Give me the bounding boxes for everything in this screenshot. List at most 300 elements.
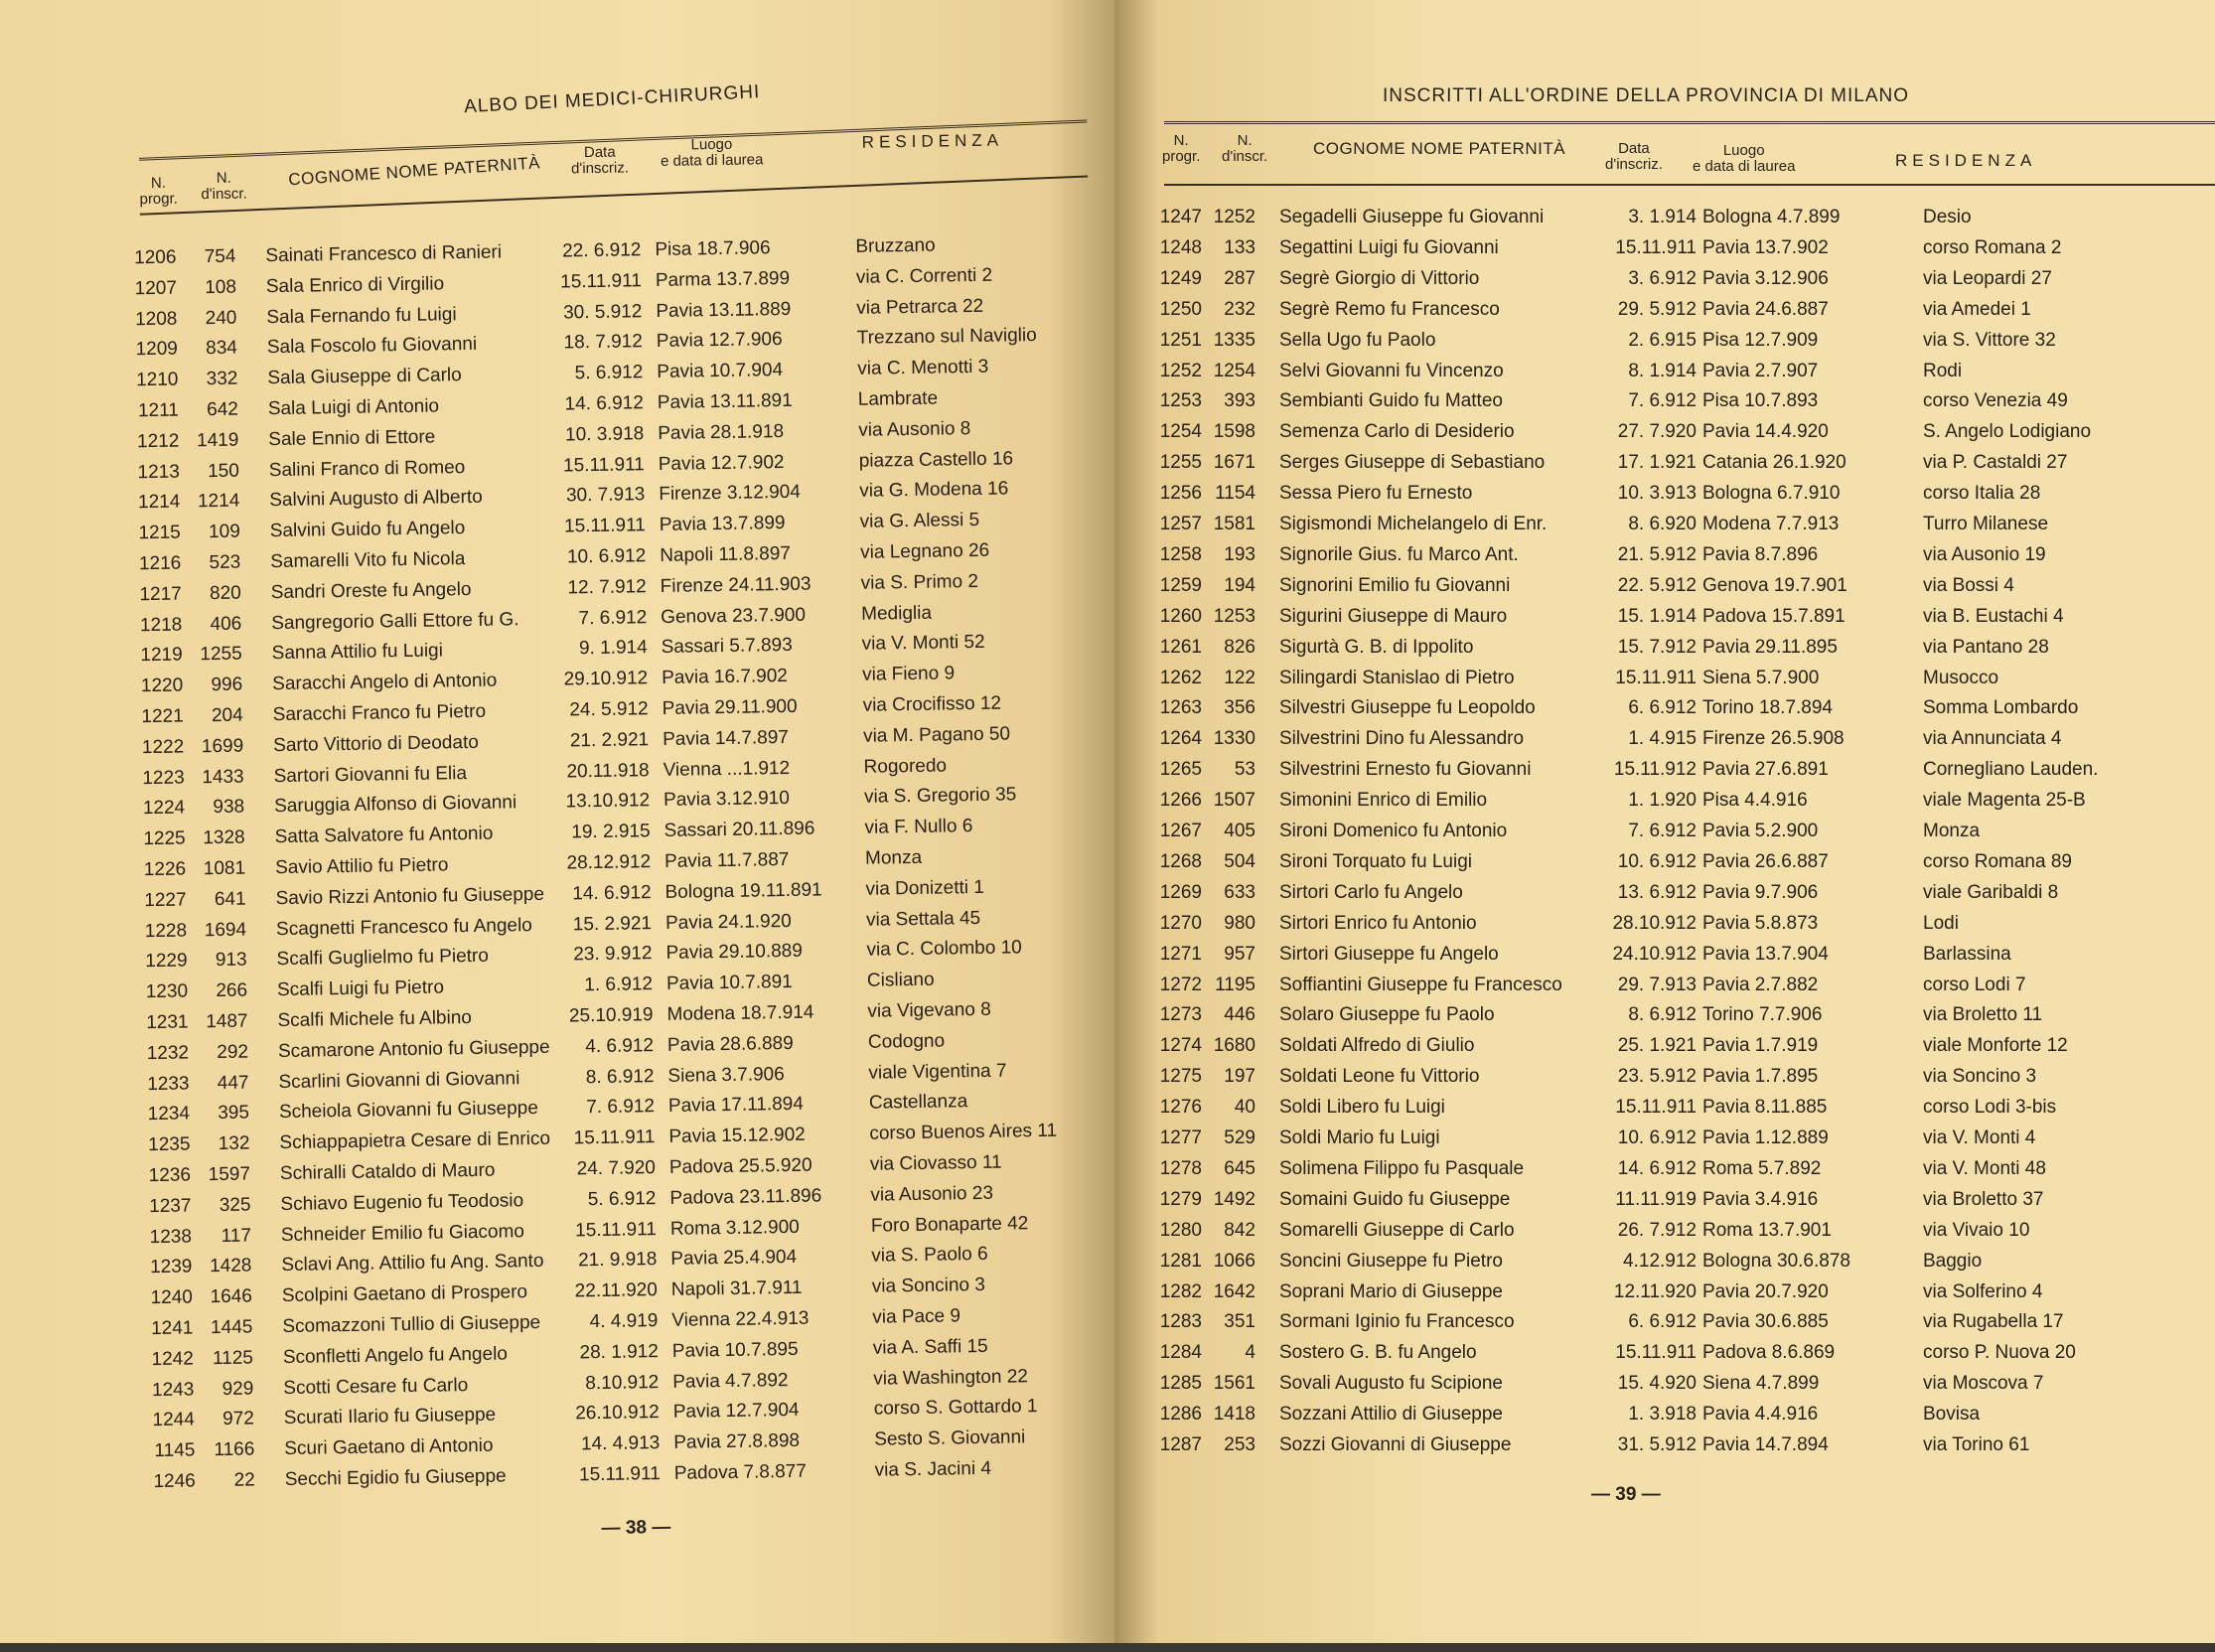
degree-place-date: Pavia 5.8.873 (1702, 909, 1818, 939)
inscr-number: 523 (187, 548, 240, 579)
residence: via Donizetti 1 (865, 873, 984, 905)
inscr-date: 7. 6.912 (547, 603, 647, 635)
inscr-date: 14. 6.912 (1597, 1154, 1697, 1184)
inscr-number: 108 (183, 272, 236, 303)
degree-place-date: Pisa 4.4.916 (1702, 786, 1808, 816)
progr-number: 1241 (137, 1313, 193, 1344)
inscr-date: 15. 2.921 (552, 909, 652, 941)
progr-number: 1246 (140, 1466, 196, 1497)
degree-place-date: Firenze 24.11.903 (660, 569, 811, 601)
header-progr: N. progr. (139, 176, 178, 209)
degree-place-date: Pavia 15.12.902 (668, 1121, 806, 1152)
name: Segrè Remo fu Francesco (1279, 295, 1500, 325)
progr-number: 1215 (125, 519, 181, 549)
progr-number: 1226 (130, 854, 186, 885)
inscr-number: 194 (1202, 571, 1255, 601)
inscr-number: 1487 (194, 1007, 247, 1038)
name: Sembianti Guido fu Matteo (1279, 386, 1503, 416)
progr-number: 1145 (139, 1436, 195, 1467)
residence: Lodi (1923, 909, 1959, 939)
name: Solimena Filippo fu Pasquale (1279, 1154, 1524, 1184)
name: Scotti Cesare fu Carlo (283, 1371, 468, 1404)
name: Segattini Luigi fu Giovanni (1279, 233, 1499, 263)
header-data: Data d'inscriz. (571, 144, 629, 177)
inscr-number: 929 (200, 1374, 253, 1405)
degree-place-date: Pavia 29.11.900 (662, 692, 797, 724)
inscr-number: 957 (1202, 940, 1255, 970)
name: Segrè Giorgio di Vittorio (1279, 264, 1479, 294)
progr-number: 1225 (129, 825, 185, 855)
name: Soldi Mario fu Luigi (1279, 1124, 1440, 1153)
progr-number: 1269 (1146, 878, 1202, 908)
inscr-date: 17. 1.921 (1597, 448, 1697, 478)
name: Solaro Giuseppe fu Paolo (1279, 1000, 1495, 1030)
residence: via V. Monti 52 (861, 628, 984, 660)
degree-place-date: Pavia 10.7.891 (666, 968, 793, 999)
progr-number: 1214 (124, 488, 180, 519)
name: Sainati Francesco di Ranieri (265, 237, 502, 271)
name: Samarelli Vito fu Nicola (270, 544, 466, 577)
inscr-date: 24.10.912 (1597, 940, 1697, 970)
degree-place-date: Pavia 10.7.895 (672, 1335, 799, 1367)
inscr-number: 405 (1202, 817, 1255, 846)
progr-number: 1283 (1146, 1307, 1202, 1337)
residence: via Rugabella 17 (1923, 1307, 2064, 1337)
progr-number: 1267 (1146, 817, 1202, 846)
inscr-date: 10. 6.912 (1597, 847, 1697, 877)
inscr-date: 15.11.911 (557, 1215, 657, 1247)
degree-place-date: Pavia 29.10.889 (665, 937, 803, 969)
degree-place-date: Pavia 10.7.904 (657, 356, 783, 387)
progr-number: 1252 (1146, 357, 1202, 386)
residence: corso Romana 2 (1923, 233, 2061, 263)
name: Sandri Oreste fu Angelo (271, 575, 472, 608)
progr-number: 1227 (130, 885, 186, 916)
residence: via Bossi 4 (1923, 571, 2014, 601)
degree-place-date: Pavia 3.12.906 (1702, 264, 1829, 294)
inscr-date: 8. 6.912 (554, 1062, 654, 1094)
name: Segadelli Giuseppe fu Giovanni (1279, 203, 1544, 232)
name: Sostero G. B. fu Angelo (1279, 1338, 1477, 1368)
name: Soncini Giuseppe fu Pietro (1279, 1247, 1503, 1277)
degree-place-date: Sassari 20.11.896 (664, 815, 814, 846)
residence: via Amedei 1 (1923, 295, 2031, 325)
inscr-date: 30. 7.913 (545, 481, 645, 513)
degree-place-date: Pavia 12.7.902 (659, 448, 785, 480)
progr-number: 1236 (135, 1160, 191, 1191)
progr-number: 1273 (1146, 1000, 1202, 1030)
residence: via S. Vittore 32 (1923, 326, 2056, 356)
inscr-number: 117 (198, 1221, 251, 1252)
name: Somarelli Giuseppe di Carlo (1279, 1216, 1515, 1246)
inscr-date: 31. 5.912 (1597, 1430, 1697, 1460)
inscr-number: 325 (197, 1190, 250, 1221)
residence: via Petrarca 22 (856, 291, 983, 323)
name: Schiralli Cataldo di Mauro (280, 1156, 496, 1189)
name: Silvestrini Dino fu Alessandro (1279, 724, 1524, 754)
progr-number: 1239 (136, 1253, 192, 1283)
progr-number: 1280 (1146, 1216, 1202, 1246)
inscr-number: 842 (1202, 1216, 1255, 1246)
inscr-date: 28.12.912 (551, 847, 651, 879)
name: Sozzi Giovanni di Giuseppe (1279, 1430, 1511, 1460)
inscr-number: 204 (189, 701, 242, 732)
inscr-number: 938 (191, 793, 244, 824)
name: Salini Franco di Romeo (269, 453, 466, 486)
header-inscr: N. d'inscr. (201, 170, 247, 203)
inscr-date: 15.11.911 (545, 450, 645, 482)
name: Savio Attilio fu Pietro (275, 850, 449, 883)
degree-place-date: Pavia 30.6.885 (1702, 1307, 1829, 1337)
residence: S. Angelo Lodigiano (1923, 417, 2091, 447)
degree-place-date: Pavia 1.7.919 (1702, 1031, 1818, 1061)
inscr-number: 393 (1202, 386, 1255, 416)
inscr-date: 24. 7.920 (556, 1153, 656, 1185)
residence: Musocco (1923, 664, 1998, 693)
name: Sclavi Ang. Attilio fu Ang. Santo (281, 1247, 544, 1280)
residence: via V. Monti 4 (1923, 1124, 2035, 1153)
degree-place-date: Siena 4.7.899 (1702, 1369, 1819, 1399)
degree-place-date: Modena 18.7.914 (666, 998, 813, 1030)
progr-number: 1242 (138, 1344, 194, 1375)
inscr-date: 29. 7.913 (1597, 971, 1697, 1000)
progr-number: 1224 (129, 794, 185, 825)
degree-place-date: Pavia 13.11.891 (658, 386, 793, 418)
inscr-number: 1561 (1202, 1369, 1255, 1399)
name: Soffiantini Giuseppe fu Francesco (1279, 971, 1562, 1000)
name: Somaini Guido fu Giuseppe (1279, 1185, 1510, 1215)
inscr-date: 29. 5.912 (1597, 295, 1697, 325)
degree-place-date: Pavia 9.7.906 (1702, 878, 1818, 908)
inscr-number: 633 (1202, 878, 1255, 908)
residence: via Soncino 3 (1923, 1062, 2036, 1092)
progr-number: 1264 (1146, 724, 1202, 754)
inscr-number: 53 (1202, 755, 1255, 785)
inscr-date: 9. 1.914 (547, 634, 647, 666)
residence: via Pantano 28 (1923, 633, 2049, 663)
residence: corso Venezia 49 (1923, 386, 2068, 416)
inscr-number: 1433 (190, 762, 243, 793)
inscr-date: 1. 1.920 (1597, 786, 1697, 816)
degree-place-date: Pavia 14.7.897 (663, 723, 789, 755)
progr-number: 1233 (133, 1069, 189, 1100)
degree-place-date: Padova 8.6.869 (1702, 1338, 1835, 1368)
inscr-number: 996 (189, 671, 242, 701)
progr-number: 1221 (127, 702, 183, 733)
inscr-number: 253 (1202, 1430, 1255, 1460)
inscr-date: 15. 7.912 (1597, 633, 1697, 663)
progr-number: 1208 (121, 304, 177, 335)
inscr-date: 7. 6.912 (555, 1093, 655, 1125)
degree-place-date: Pavia 28.1.918 (658, 417, 784, 449)
name: Signorini Emilio fu Giovanni (1279, 571, 1510, 601)
inscr-number: 529 (1202, 1124, 1255, 1153)
inscr-number: 1081 (192, 854, 245, 885)
inscr-date: 12. 7.912 (546, 572, 646, 604)
progr-number: 1229 (131, 947, 187, 977)
name: Sironi Torquato fu Luigi (1279, 847, 1472, 877)
name: Scurati Ilario fu Giuseppe (284, 1401, 497, 1433)
inscr-date: 15.11.911 (542, 266, 642, 298)
inscr-date: 15.11.911 (1597, 664, 1697, 693)
inscr-number: 1254 (1202, 357, 1255, 386)
name: Sala Luigi di Antonio (268, 391, 440, 424)
progr-number: 1254 (1146, 417, 1202, 447)
inscr-number: 240 (183, 303, 236, 334)
degree-place-date: Torino 7.7.906 (1702, 1000, 1822, 1030)
progr-number: 1277 (1146, 1124, 1202, 1153)
residence: corso P. Nuova 20 (1923, 1338, 2076, 1368)
degree-place-date: Bologna 4.7.899 (1702, 203, 1840, 232)
progr-number: 1209 (122, 335, 178, 366)
degree-place-date: Bologna 6.7.910 (1702, 479, 1840, 509)
inscr-date: 4. 6.912 (554, 1031, 654, 1063)
residence: via Pace 9 (872, 1301, 960, 1332)
degree-place-date: Firenze 3.12.904 (659, 478, 801, 510)
progr-number: 1258 (1146, 540, 1202, 570)
residence: Rogoredo (863, 751, 947, 782)
inscr-number: 1646 (199, 1282, 252, 1313)
page-number: — 38 — (601, 1517, 670, 1540)
degree-place-date: Firenze 26.5.908 (1702, 724, 1845, 754)
inscr-date: 22. 5.912 (1597, 571, 1697, 601)
inscr-number: 980 (1202, 909, 1255, 939)
inscr-date: 14. 6.912 (551, 878, 651, 910)
inscr-date: 14. 4.913 (560, 1428, 660, 1460)
residence: via S. Gregorio 35 (864, 781, 1017, 813)
name: Silvestrini Ernesto fu Giovanni (1279, 755, 1531, 785)
progr-number: 1231 (132, 1007, 188, 1038)
progr-number: 1206 (120, 243, 176, 274)
inscr-date: 22.11.920 (558, 1276, 658, 1307)
inscr-date: 11.11.919 (1597, 1185, 1697, 1215)
inscr-date: 2. 6.915 (1597, 326, 1697, 356)
residence: via Settala 45 (866, 904, 981, 936)
inscr-number: 4 (1202, 1338, 1255, 1368)
residence: Baggio (1923, 1247, 1982, 1277)
page-number: — 39 — (1591, 1484, 1661, 1506)
inscr-date: 7. 6.912 (1597, 817, 1697, 846)
name: Sala Giuseppe di Carlo (267, 361, 462, 393)
name: Sirtori Carlo fu Angelo (1279, 878, 1463, 908)
inscr-date: 23. 9.912 (552, 940, 652, 972)
inscr-number: 1330 (1202, 724, 1255, 754)
degree-place-date: Pavia 13.7.899 (660, 509, 786, 540)
name: Scheiola Giovanni fu Giuseppe (279, 1094, 538, 1127)
residence: via Annunciata 4 (1923, 724, 2061, 754)
name: Sala Foscolo fu Giovanni (267, 330, 478, 363)
degree-place-date: Pavia 20.7.920 (1702, 1277, 1829, 1307)
degree-place-date: Pavia 2.7.907 (1702, 357, 1818, 386)
degree-place-date: Pavia 13.7.904 (1702, 940, 1829, 970)
inscr-number: 22 (202, 1465, 255, 1496)
residence: corso Lodi 7 (1923, 971, 2026, 1000)
progr-number: 1268 (1146, 847, 1202, 877)
progr-number: 1207 (121, 273, 177, 304)
inscr-date: 25.10.919 (553, 1000, 653, 1032)
inscr-number: 1255 (189, 640, 242, 671)
name: Scalfi Guglielmo fu Pietro (276, 942, 489, 975)
progr-number: 1240 (137, 1283, 193, 1314)
residence: Foro Bonaparte 42 (871, 1209, 1029, 1241)
header-residenza: RESIDENZA (1895, 153, 2036, 169)
inscr-date: 3. 6.912 (1597, 264, 1697, 294)
progr-number: 1237 (135, 1191, 191, 1222)
progr-number: 1257 (1146, 510, 1202, 539)
degree-place-date: Bologna 30.6.878 (1702, 1247, 1850, 1277)
inscr-number: 1419 (185, 425, 238, 456)
inscr-date: 19. 2.915 (550, 817, 650, 848)
residence: via P. Castaldi 27 (1923, 448, 2067, 478)
degree-place-date: Napoli 11.8.897 (660, 539, 791, 571)
name: Saruggia Alfonso di Giovanni (274, 789, 517, 823)
degree-place-date: Catania 26.1.920 (1702, 448, 1846, 478)
residence: Cisliano (867, 966, 935, 996)
inscr-number: 913 (193, 946, 246, 976)
name: Saracchi Angelo di Antonio (272, 667, 498, 700)
inscr-number: 351 (1202, 1307, 1255, 1337)
residence: via V. Monti 48 (1923, 1154, 2046, 1184)
name: Silvestri Giuseppe fu Leopoldo (1279, 693, 1536, 723)
inscr-date: 5. 6.912 (543, 358, 643, 389)
progr-number: 1235 (134, 1130, 190, 1161)
name: Sironi Domenico fu Antonio (1279, 817, 1507, 846)
name: Soldi Libero fu Luigi (1279, 1093, 1445, 1123)
residence: Cornegliano Lauden. (1923, 755, 2098, 785)
residence: Rodi (1923, 357, 1962, 386)
inscr-date: 21. 5.912 (1597, 540, 1697, 570)
residence: via Ausonio 19 (1923, 540, 2046, 570)
inscr-number: 1328 (191, 824, 244, 854)
name: Scolpini Gaetano di Prospero (282, 1277, 528, 1311)
degree-place-date: Padova 25.5.920 (669, 1151, 812, 1183)
inscr-number: 1671 (1202, 448, 1255, 478)
degree-place-date: Pavia 4.7.892 (672, 1366, 789, 1398)
inscr-date: 28. 1.912 (559, 1337, 659, 1369)
residence: via F. Nullo 6 (864, 812, 972, 843)
degree-place-date: Pavia 12.7.906 (657, 325, 783, 357)
residence: Codogno (868, 1026, 946, 1057)
degree-place-date: Sassari 5.7.893 (661, 631, 792, 663)
degree-place-date: Pavia 28.6.889 (667, 1029, 794, 1061)
name: Sormani Iginio fu Francesco (1279, 1307, 1515, 1337)
progr-number: 1263 (1146, 693, 1202, 723)
inscr-date: 5. 6.912 (556, 1184, 656, 1216)
inscr-number: 133 (1202, 233, 1255, 263)
degree-place-date: Genova 23.7.900 (661, 600, 806, 632)
degree-place-date: Siena 5.7.900 (1702, 664, 1819, 693)
progr-number: 1250 (1146, 295, 1202, 325)
inscr-date: 8.10.912 (559, 1368, 659, 1400)
name: Sirtori Giuseppe fu Angelo (1279, 940, 1499, 970)
inscr-date: 21. 2.921 (549, 725, 649, 757)
name: Signorile Gius. fu Marco Ant. (1279, 540, 1519, 570)
inscr-number: 1253 (1202, 602, 1255, 632)
name: Soldati Alfredo di Giulio (1279, 1031, 1474, 1061)
name: Secchi Egidio fu Giuseppe (285, 1462, 507, 1495)
inscr-number: 232 (1202, 295, 1255, 325)
inscr-date: 8. 6.920 (1597, 510, 1697, 539)
degree-place-date: Pavia 4.4.916 (1702, 1400, 1818, 1429)
name: Salvini Guido fu Angelo (270, 514, 466, 546)
inscr-date: 23. 5.912 (1597, 1062, 1697, 1092)
residence: corso S. Gottardo 1 (874, 1392, 1038, 1425)
inscr-number: 1699 (190, 731, 243, 762)
progr-number: 1286 (1146, 1400, 1202, 1429)
progr-number: 1219 (127, 641, 183, 672)
degree-place-date: Padova 7.8.877 (674, 1457, 808, 1489)
name: Schiappapietra Cesare di Enrico (279, 1125, 550, 1158)
degree-place-date: Padova 23.11.896 (669, 1181, 821, 1213)
inscr-number: 1445 (199, 1312, 252, 1343)
residence: Castellanza (869, 1088, 968, 1120)
progr-number: 1243 (138, 1375, 194, 1406)
inscr-number: 641 (192, 884, 245, 915)
progr-number: 1266 (1146, 786, 1202, 816)
header-luogo: Luogo e data di laurea (661, 136, 764, 170)
degree-place-date: Roma 5.7.892 (1702, 1154, 1821, 1184)
residence: via Soncino 3 (872, 1271, 986, 1302)
residence: via S. Paolo 6 (871, 1240, 988, 1272)
degree-place-date: Parma 13.7.899 (656, 264, 791, 296)
inscr-date: 15. 4.920 (1597, 1369, 1697, 1399)
degree-place-date: Pisa 12.7.909 (1702, 326, 1818, 356)
header-name: COGNOME NOME PATERNITÀ (288, 155, 541, 188)
inscr-number: 826 (1202, 633, 1255, 663)
degree-place-date: Torino 18.7.894 (1702, 693, 1833, 723)
residence: Desio (1923, 203, 1972, 232)
inscr-number: 132 (196, 1129, 249, 1160)
inscr-number: 1507 (1202, 786, 1255, 816)
residence: piazza Castello 16 (859, 444, 1014, 476)
inscr-date: 15.11.911 (546, 511, 646, 542)
inscr-number: 1418 (1202, 1400, 1255, 1429)
residence: viale Garibaldi 8 (1923, 878, 2058, 908)
inscr-number: 1598 (1202, 417, 1255, 447)
name: Sirtori Enrico fu Antonio (1279, 909, 1477, 939)
degree-place-date: Pavia 24.6.887 (1702, 295, 1829, 325)
progr-number: 1259 (1146, 571, 1202, 601)
progr-number: 1274 (1146, 1031, 1202, 1061)
progr-number: 1253 (1146, 386, 1202, 416)
inscr-number: 447 (195, 1068, 248, 1099)
name: Scarlini Giovanni di Giovanni (278, 1064, 519, 1098)
degree-place-date: Padova 15.7.891 (1702, 602, 1846, 632)
inscr-date: 15.11.912 (1597, 755, 1697, 785)
progr-number: 1256 (1146, 479, 1202, 509)
degree-place-date: Pavia 5.2.900 (1702, 817, 1818, 846)
inscr-number: 1642 (1202, 1277, 1255, 1307)
residence: Lambrate (858, 384, 939, 415)
degree-place-date: Vienna ...1.912 (663, 754, 790, 786)
name: Sigurtà G. B. di Ippolito (1279, 633, 1473, 663)
progr-number: 1222 (128, 732, 184, 763)
name: Sella Ugo fu Paolo (1279, 326, 1435, 356)
header-name: COGNOME NOME PATERNITÀ (1313, 141, 1565, 157)
name: Sala Fernando fu Luigi (266, 300, 457, 333)
name: Scamarone Antonio fu Giuseppe (278, 1033, 550, 1067)
inscr-date: 15.11.911 (1597, 233, 1697, 263)
running-title: ALBO DEI MEDICI-CHIRURGHI (464, 81, 761, 118)
inscr-date: 20.11.918 (549, 756, 649, 788)
inscr-number: 1195 (1202, 971, 1255, 1000)
progr-number: 1218 (126, 610, 182, 641)
residence: Monza (1923, 817, 1980, 846)
inscr-date: 25. 1.921 (1597, 1031, 1697, 1061)
header-rule-top (1164, 121, 2215, 124)
residence: corso Lodi 3-bis (1923, 1093, 2056, 1123)
progr-number: 1260 (1146, 602, 1202, 632)
